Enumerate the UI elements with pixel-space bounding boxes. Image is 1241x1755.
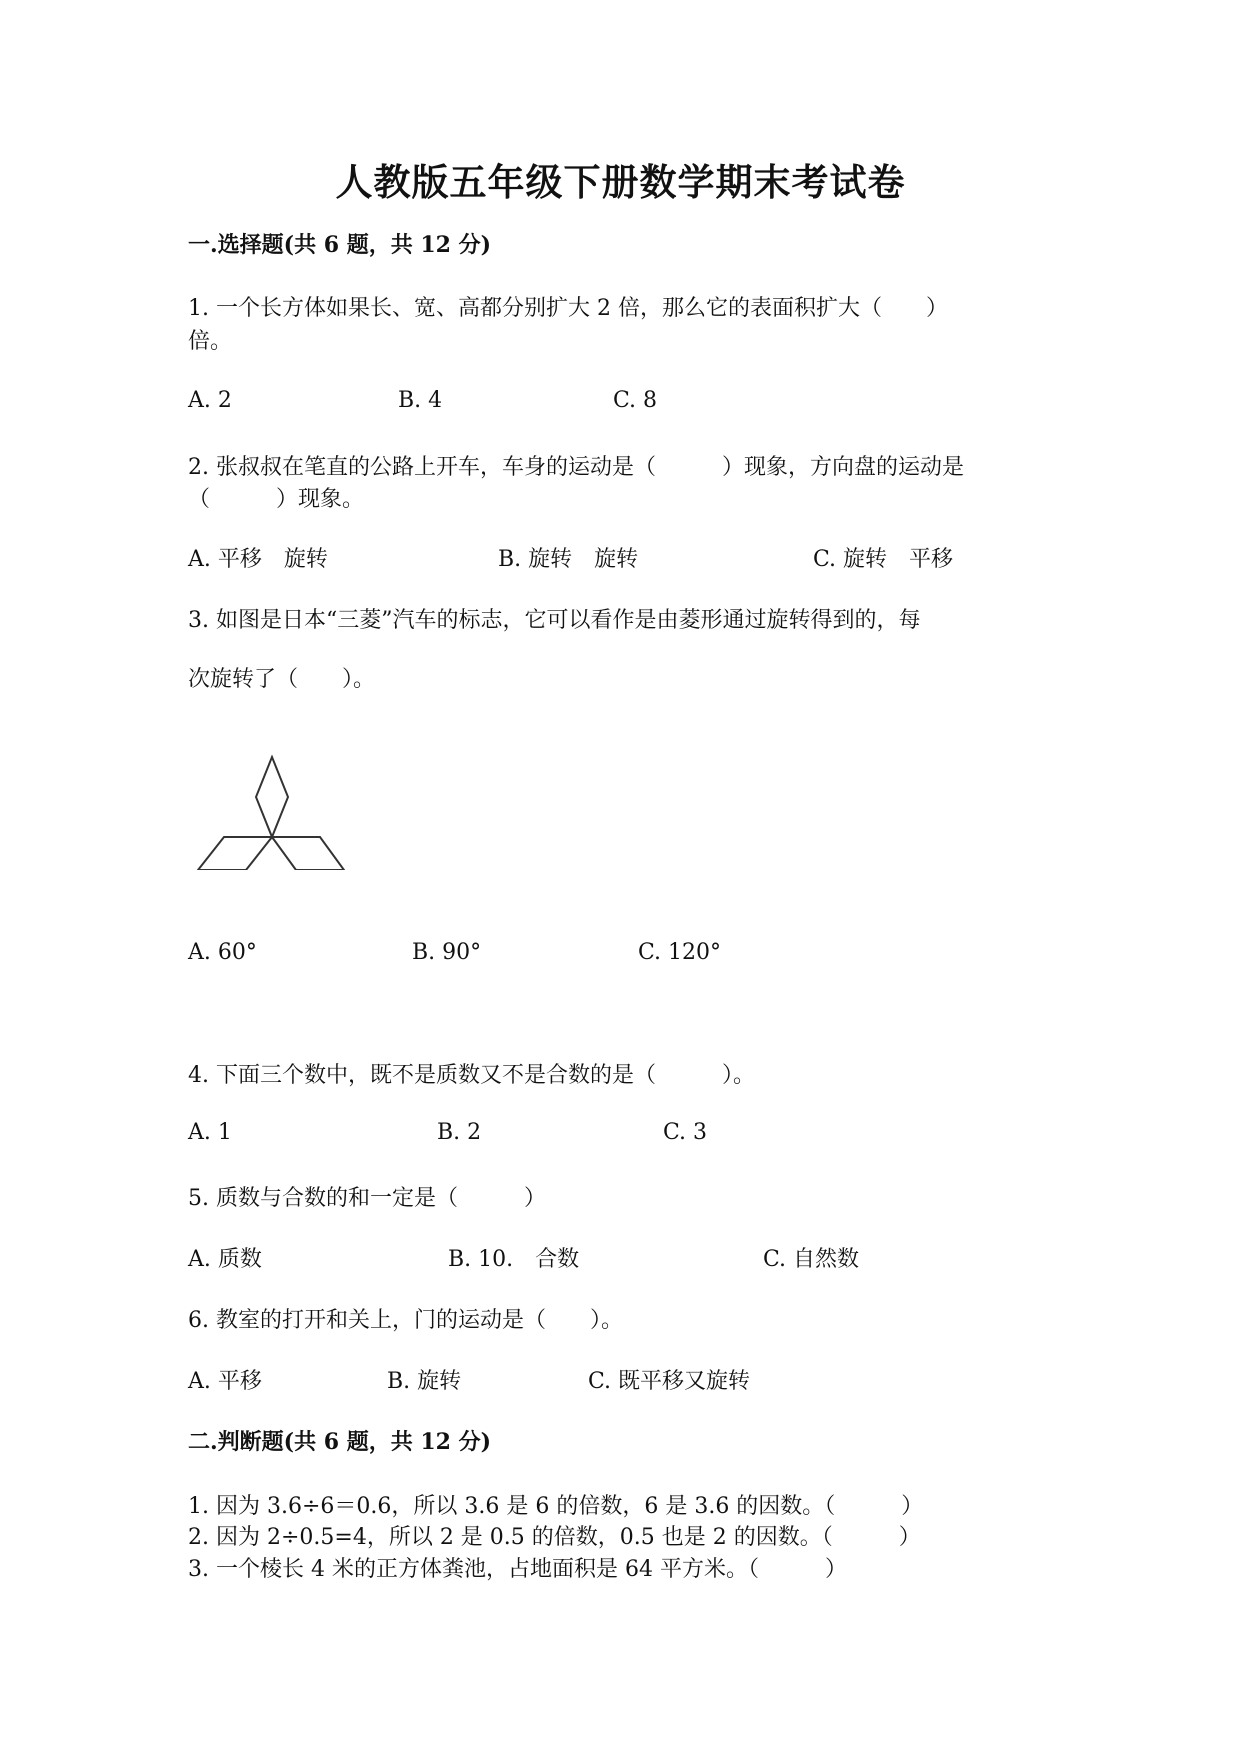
- page-title: 人教版五年级下册数学期末考试卷: [335, 160, 906, 204]
- mitsubishi-logo-figure: [190, 755, 350, 874]
- question-4-option-c: C. 3: [663, 1120, 708, 1145]
- question-4-option-a: A. 1: [188, 1120, 232, 1145]
- question-1-option-c: C. 8: [613, 388, 658, 413]
- question-2-option-c: C. 旋转 平移: [813, 547, 954, 572]
- question-4-line-1: 4. 下面三个数中，既不是质数又不是合数的是（ ）。: [188, 1063, 755, 1088]
- question-1-line-2: 倍。: [188, 329, 233, 354]
- question-5-line-1: 5. 质数与合数的和一定是（ ）: [188, 1186, 546, 1211]
- question-2-option-a: A. 平移 旋转: [188, 547, 328, 572]
- question-6-option-c: C. 既平移又旋转: [588, 1369, 751, 1394]
- judgement-item-3: 3. 一个棱长 4 米的正方体粪池，占地面积是 64 平方米。（ ）: [188, 1557, 847, 1582]
- question-3-line-2: 次旋转了（ ）。: [188, 667, 376, 692]
- question-2-line-2: （ ）现象。: [188, 487, 365, 512]
- question-5-option-a: A. 质数: [188, 1247, 262, 1272]
- rhombus-right: [272, 837, 344, 870]
- question-2-line-1: 2. 张叔叔在笔直的公路上开车，车身的运动是（ ）现象，方向盘的运动是: [188, 455, 964, 480]
- question-3-option-b: B. 90°: [412, 940, 482, 965]
- question-3-line-1: 3. 如图是日本“三菱”汽车的标志，它可以看作是由菱形通过旋转得到的，每: [188, 608, 921, 633]
- question-1-option-a: A. 2: [188, 388, 232, 413]
- section-heading-judgement: 二.判断题(共 6 题，共 12 分): [188, 1429, 492, 1455]
- question-5-option-c: C. 自然数: [763, 1247, 860, 1272]
- question-6-line-1: 6. 教室的打开和关上，门的运动是（ ）。: [188, 1308, 623, 1333]
- three-rhombus-diagram: [190, 755, 350, 870]
- question-1-line-1: 1. 一个长方体如果长、宽、高都分别扩大 2 倍，那么它的表面积扩大（ ）: [188, 296, 948, 321]
- question-2-option-b: B. 旋转 旋转: [498, 547, 639, 572]
- question-6-option-a: A. 平移: [188, 1369, 262, 1394]
- rhombus-top: [256, 757, 288, 837]
- question-3-option-a: A. 60°: [188, 940, 257, 965]
- rhombus-left: [198, 837, 272, 870]
- question-5-option-b: B. 10. 合数: [448, 1247, 580, 1272]
- judgement-item-2: 2. 因为 2÷0.5=4，所以 2 是 0.5 的倍数，0.5 也是 2 的因数。（ ）: [188, 1525, 921, 1550]
- question-6-option-b: B. 旋转: [387, 1369, 462, 1394]
- question-3-option-c: C. 120°: [638, 940, 722, 965]
- section-heading-choice: 一.选择题(共 6 题，共 12 分): [188, 232, 492, 258]
- question-1-option-b: B. 4: [398, 388, 443, 413]
- judgement-item-1: 1. 因为 3.6÷6＝0.6，所以 3.6 是 6 的倍数，6 是 3.6 的因数。（ ）: [188, 1494, 924, 1519]
- question-4-option-b: B. 2: [437, 1120, 482, 1145]
